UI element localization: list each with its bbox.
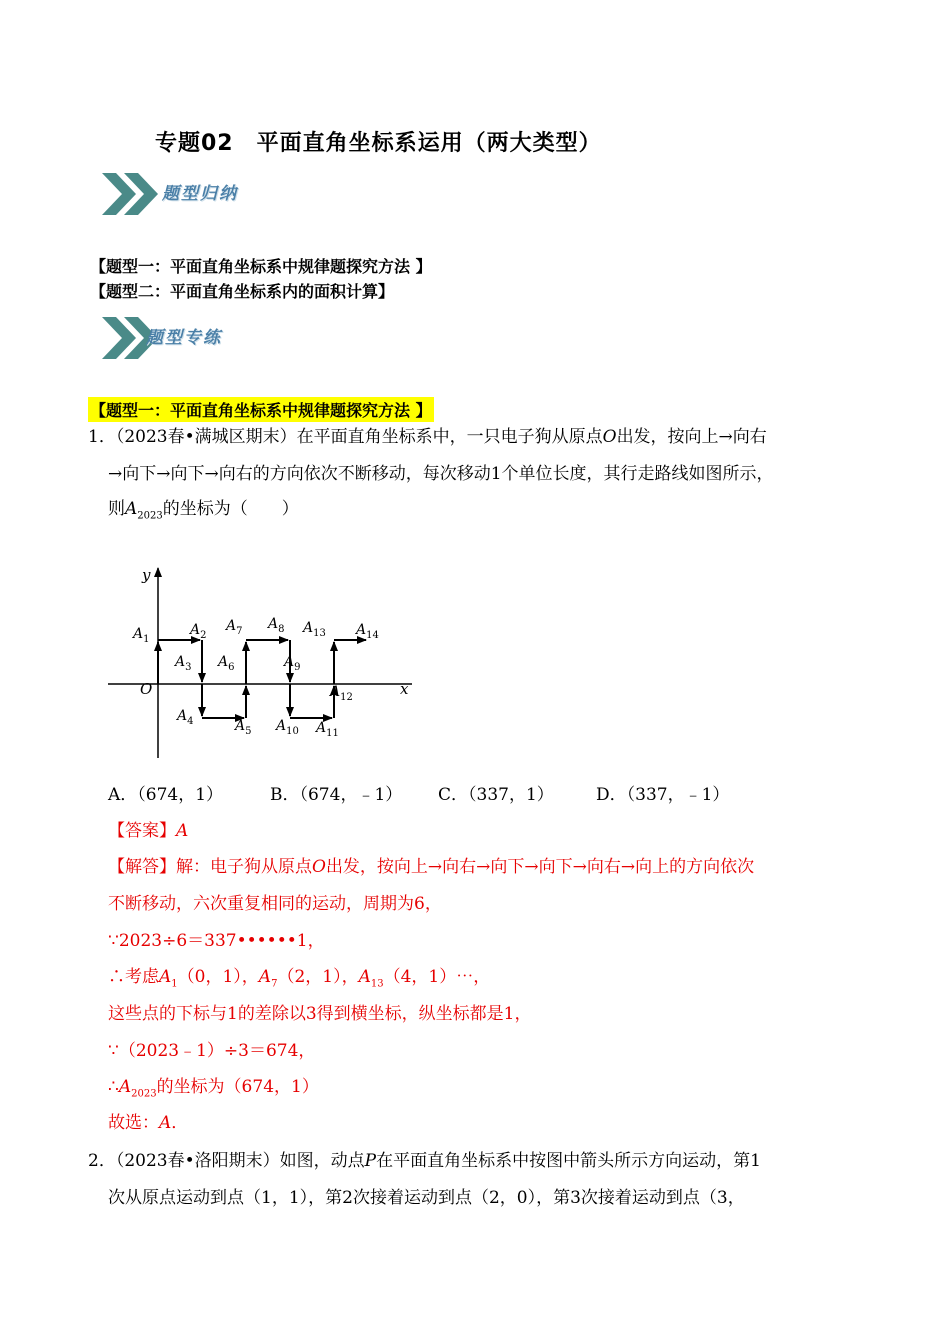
- point-label-A11: $A_{11}$: [316, 720, 339, 739]
- point-label-A12: $A_{12}$: [330, 684, 353, 703]
- toc-item-2: 【题型二：平面直角坐标系内的面积计算】: [90, 282, 395, 301]
- double-chevron-icon: [100, 170, 162, 220]
- question-2-line-2: 次从原点运动到点（1，1），第2次接着运动到点（2，0），第3次接着运动到点（3，: [108, 1188, 745, 1208]
- answer-line: 【答案】A: [108, 821, 189, 841]
- section-heading: 【题型一：平面直角坐标系中规律题探究方法 】: [88, 397, 434, 422]
- option-d: D．（337，﹣1）: [596, 785, 730, 805]
- question-2-line-1: 2．（2023春•洛阳期末）如图，动点P在平面直角坐标系中按图中箭头所示方向运动，第1: [88, 1151, 761, 1171]
- solution-line-6: ∵（2023﹣1）÷3＝674，: [108, 1041, 316, 1061]
- section-banner-practice: [100, 314, 270, 364]
- solution-line-8: 故选：A．: [108, 1113, 189, 1133]
- y-axis-label: y: [142, 566, 151, 584]
- point-label-A3: $A_3$: [175, 654, 192, 673]
- point-label-A4: $A_4$: [177, 708, 194, 727]
- banner-label: 题型专练: [146, 328, 222, 348]
- x-axis-label: x: [400, 680, 409, 698]
- solution-line-1: 【解答】解：电子狗从原点O出发，按向上→向右→向下→向下→向右→向上的方向依次: [108, 857, 755, 877]
- banner-label: 题型归纳: [162, 184, 238, 204]
- solution-line-3: ∵2023÷6＝337••••••1，: [108, 931, 325, 951]
- question-1-line-1: 1．（2023春•满城区期末）在平面直角坐标系中，一只电子狗从原点O出发，按向上→向右: [88, 427, 767, 447]
- toc-item-1: 【题型一：平面直角坐标系中规律题探究方法 】: [90, 257, 432, 276]
- question-number: 1．: [88, 427, 116, 447]
- answer-value: A: [176, 821, 189, 841]
- question-1-line-2: →向下→向下→向右的方向依次不断移动，每次移动1个单位长度，其行走路线如图所示，: [108, 464, 774, 484]
- solution-line-2: 不断移动，六次重复相同的运动，周期为6，: [108, 894, 442, 914]
- solution-line-4: ∴考虑$A_1(0$，1），$A_7(2$，1），$A_{13}(4$，1）⋯，: [108, 967, 491, 990]
- origin-label: O: [140, 680, 153, 698]
- solution-line-7: $\therefore A_{2023}$的坐标为（674，1）: [108, 1077, 319, 1100]
- point-label-A8: $A_8$: [268, 616, 285, 635]
- page-title: 专题02 平面直角坐标系运用（两大类型）: [155, 131, 602, 156]
- point-label-A1: $A_1$: [133, 626, 150, 645]
- point-label-A5: $A_5$: [235, 718, 252, 737]
- point-label-A9: $A_9$: [284, 654, 301, 673]
- answer-options: [108, 780, 729, 805]
- point-label-A2: $A_2$: [190, 622, 207, 641]
- section-banner-types: [100, 170, 270, 220]
- point-label-A13: $A_{13}$: [303, 620, 326, 639]
- solution-line-5: 这些点的下标与1的差除以3得到横坐标，纵坐标都是1，: [108, 1004, 532, 1024]
- point-label-A7: $A_7$: [226, 618, 243, 637]
- question-1-line-3: 则$A_{2023}$的坐标为（ ）: [108, 499, 299, 522]
- point-label-A14: $A_{14}$: [356, 622, 379, 641]
- path-arrows: [158, 640, 366, 718]
- question-number: 2．: [88, 1151, 116, 1171]
- path-graph: [100, 560, 430, 760]
- option-a: A．（674，1）: [108, 785, 224, 805]
- option-c: C．（337，1）: [438, 785, 554, 805]
- point-label-A6: $A_6$: [218, 654, 235, 673]
- option-b: B．（674，﹣1）: [270, 785, 403, 805]
- point-label-A10: $A_{10}$: [276, 718, 299, 737]
